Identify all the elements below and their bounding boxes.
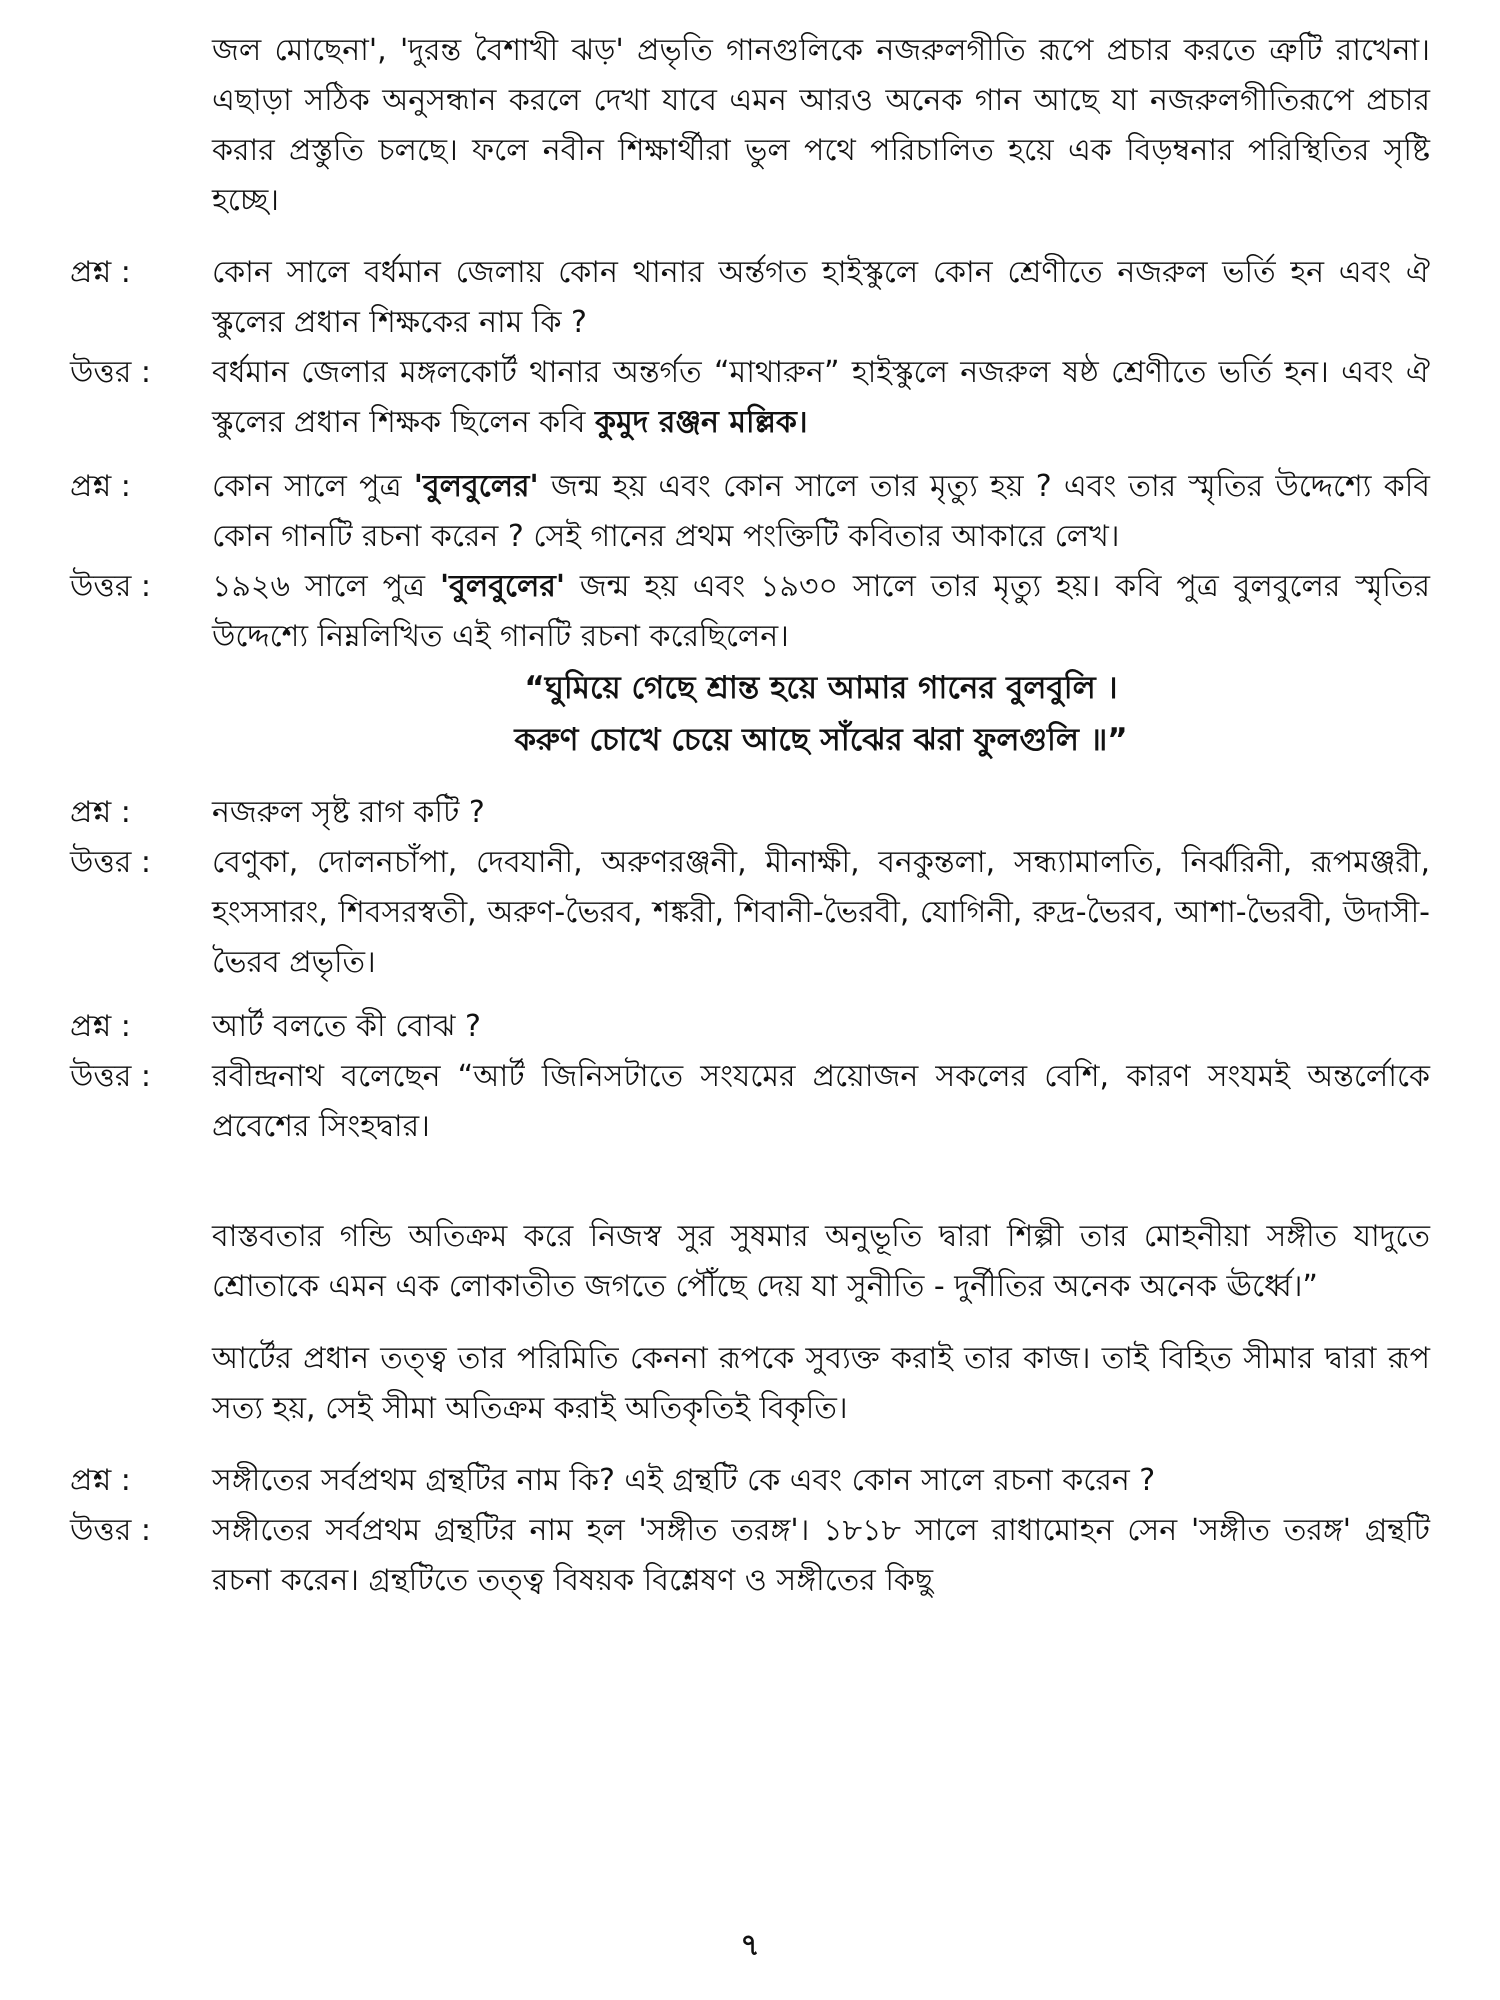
- question-5-text: সঙ্গীতের সর্বপ্রথম গ্রন্থটির নাম কি? এই গ্রন্থটি কে এবং কোন সালে রচনা করেন ?: [212, 1463, 1156, 1498]
- answer-1-body: বর্ধমান জেলার মঙ্গলকোর্ট থানার অন্তর্গত “মাথারুন” হাইস্কুলে নজরুল ষষ্ঠ শ্রেণীতে ভর্তি হন। এবং ঐ স্কুলের প্রধান শিক্ষক ছিলেন কবি: [212, 355, 1430, 440]
- question-3-text: নজরুল সৃষ্ট রাগ কটি ?: [212, 795, 485, 830]
- answer-label: উত্তর :: [70, 845, 151, 880]
- question-2-part1: কোন সালে পুত্র: [212, 469, 414, 504]
- art-paragraph-2: আর্টের প্রধান তত্ত্ব তার পরিমিতি কেননা রূপকে সুব্যক্ত করাই তার কাজ। তাই বিহিত সীমার দ্বারা রূপ সত্য হয়, সেই সীমা অতিক্রম করাই অতিকৃতিই বিকৃতি।: [212, 1341, 1430, 1426]
- answer-3: [70, 838, 1430, 988]
- question-1-text: কোন সালে বর্ধমান জেলায় কোন থানার অর্ন্তগত হাইস্কুলে কোন শ্রেণীতে নজরুল ভর্তি হন এবং ঐ স্কুলের প্রধান শিক্ষকের নাম কি ?: [212, 255, 1430, 340]
- answer-1: [70, 348, 1430, 448]
- answer-2-text: [212, 562, 1430, 662]
- question-label: প্রশ্ন :: [70, 795, 131, 830]
- poem-line-1: “ঘুমিয়ে গেছে শ্রান্ত হয়ে আমার গানের বুলবুলি ।: [524, 670, 1118, 706]
- question-5: [70, 1456, 1430, 1506]
- page-number: ৭: [740, 1928, 760, 1963]
- art-paragraph-1: বাস্তবতার গন্ডি অতিক্রম করে নিজস্ব সুর সুষমার অনুভূতি দ্বারা শিল্পী তার মোহনীয়া সঙ্গীত যাদুতে শ্রোতাকে এমন এক লোকাতীত জগতে পৌঁছে দেয় যা সুনীতি - দুর্নীতির অনেক অনেক ঊর্ধ্বে।”: [212, 1219, 1430, 1304]
- question-1: [70, 248, 1430, 348]
- question-label: প্রশ্ন :: [70, 469, 131, 504]
- answer-1-text: [212, 348, 1430, 448]
- answer-3-text: বেণুকা, দোলনচাঁপা, দেবযানী, অরুণরঞ্জনী, মীনাক্ষী, বনকুন্তলা, সন্ধ্যামালতি, নির্ঝরিনী, রূপমঞ্জরী, হংসসারং, শিবসরস্বতী, অরুণ-ভৈরব, শঙ্করী, শিবানী-ভৈরবী, যোগিনী, রুদ্র-ভৈরব, আশা-ভৈরবী, উদাসী-ভৈরব প্রভৃতি।: [212, 845, 1430, 980]
- answer-label: উত্তর :: [70, 355, 151, 390]
- answer-2-part1: ১৯২৬ সালে পুত্র: [212, 569, 440, 604]
- question-label: প্রশ্ন :: [70, 1009, 131, 1044]
- question-2-bold: 'বুলবুলের': [413, 469, 539, 504]
- question-2-part2: জন্ম হয় এবং কোন সালে তার মৃত্যু হয় ? এবং তার স্মৃতির উদ্দেশ্যে কবি কোন গানটি রচনা করেন ? সেই গানের প্রথম পংক্তিটি কবিতার আকারে লেখ।: [212, 469, 1430, 554]
- answer-5-text: সঙ্গীতের সর্বপ্রথম গ্রন্থটির নাম হল 'সঙ্গীত তরঙ্গ'। ১৮১৮ সালে রাধামোহন সেন 'সঙ্গীত তরঙ্গ' গ্রন্থটি রচনা করেন। গ্রন্থটিতে তত্ত্ব বিষয়ক বিশ্লেষণ ও সঙ্গীতের কিছু: [212, 1513, 1430, 1598]
- question-2: [70, 462, 1430, 562]
- answer-label: উত্তর :: [70, 569, 151, 604]
- answer-2: [70, 562, 1430, 662]
- answer-4-text: রবীন্দ্রনাথ বলেছেন “আর্ট জিনিসটাতে সংযমের প্রয়োজন সকলের বেশি, কারণ সংযমই অন্তর্লোকে প্রবেশের সিংহদ্বার।: [212, 1059, 1430, 1144]
- question-3: [70, 788, 1430, 838]
- question-4-text: আর্ট বলতে কী বোঝ ?: [212, 1009, 481, 1044]
- poem-quote: [212, 662, 1430, 766]
- answer-4: [70, 1052, 1430, 1152]
- answer-5: [70, 1506, 1430, 1606]
- answer-2-part2: জন্ম হয় এবং ১৯৩০ সালে তার মৃত্যু হয়। কবি পুত্র বুলবুলের স্মৃতির উদ্দেশ্যে নিম্নলিখিত এই গানটি রচনা করেছিলেন।: [212, 569, 1431, 654]
- intro-paragraph: জল মোছেনা', 'দুরন্ত বৈশাখী ঝড়' প্রভৃতি গানগুলিকে নজরুলগীতি রূপে প্রচার করতে ত্রুটি রাখেনা। এছাড়া সঠিক অনুসন্ধান করলে দেখা যাবে এমন আরও অনেক গান আছে যা নজরুলগীতিরূপে প্রচার করার প্রস্তুতি চলছে। ফলে নবীন শিক্ষার্থীরা ভুল পথে পরিচালিত হয়ে এক বিড়ম্বনার পরিস্থিতির সৃষ্টি হচ্ছে।: [212, 33, 1430, 218]
- question-4: [70, 1002, 1430, 1052]
- answer-2-bold: 'বুলবুলের': [440, 569, 566, 604]
- answer-label: উত্তর :: [70, 1059, 151, 1094]
- question-label: প্রশ্ন :: [70, 255, 131, 290]
- headmaster-name: কুমুদ রঞ্জন মল্লিক।: [595, 405, 808, 440]
- question-2-text: [212, 462, 1430, 562]
- poem-line-2: করুণ চোখে চেয়ে আছে সাঁঝের ঝরা ফুলগুলি ॥”: [514, 722, 1128, 758]
- answer-label: উত্তর :: [70, 1513, 151, 1548]
- question-label: প্রশ্ন :: [70, 1463, 131, 1498]
